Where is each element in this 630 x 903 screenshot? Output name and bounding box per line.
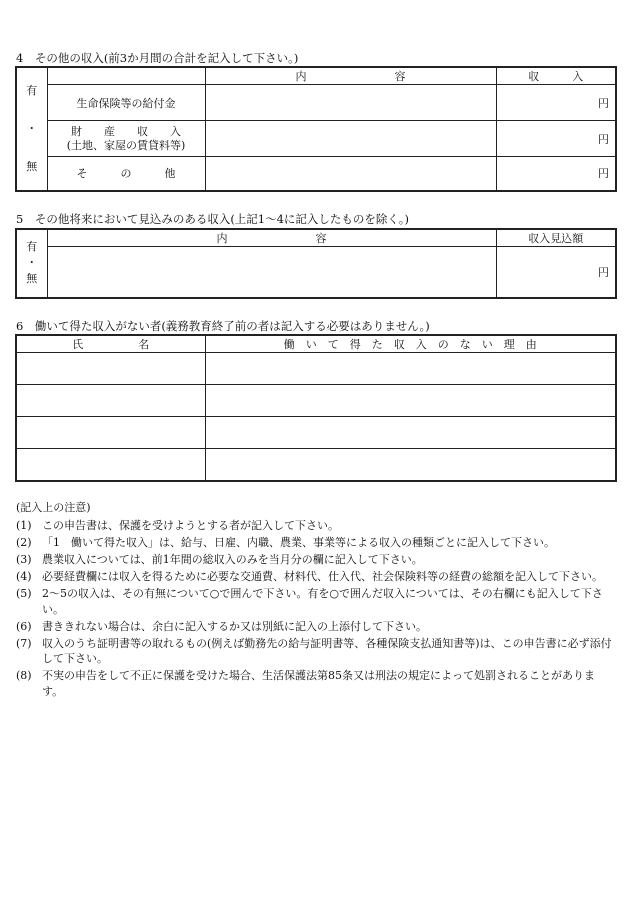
note-text: 2〜5の収入は、その有無について○で囲んで下さい。有を○で囲んだ収入については、その右欄にも記入して下さい。	[42, 586, 603, 616]
note-number: (8)	[16, 669, 32, 683]
name-cell[interactable]	[16, 449, 205, 481]
section6-title: 6 働いて得た収入がない者(義務教育終了前の者は記入する必要はありません。)	[16, 319, 430, 333]
note-text: 農業収入については、前1年間の総収入のみを当月分の欄に記入して下さい。	[42, 552, 423, 566]
content-cell[interactable]	[205, 85, 496, 121]
yen-unit[interactable]: 円	[496, 247, 616, 298]
note-text: 書ききれない場合は、余白に記入するか又は別紙に記入の上添付して下さい。	[42, 619, 427, 633]
note-number: (1)	[16, 518, 32, 532]
reason-cell[interactable]	[205, 417, 616, 449]
section4-yes-no[interactable]	[16, 67, 47, 191]
section5-title: 5 その他将来において見込みのある収入(上記1〜4に記入したものを除く。)	[16, 212, 409, 226]
content-cell[interactable]	[205, 121, 496, 157]
section4-title: 4 その他の収入(前3か月間の合計を記入して下さい。)	[16, 51, 299, 65]
note-number: (5)	[16, 586, 32, 600]
name-cell[interactable]	[16, 385, 205, 417]
section5-table	[15, 228, 617, 299]
property-label: 財 産 収 入	[71, 124, 181, 138]
reason-cell[interactable]	[205, 449, 616, 481]
col-name-header: 氏 名	[16, 335, 205, 353]
note-number: (3)	[16, 552, 32, 566]
note-number: (6)	[16, 619, 32, 633]
col-content-header: 内 容	[205, 67, 496, 85]
yen-unit[interactable]: 円	[496, 85, 616, 121]
note-item	[16, 586, 616, 618]
reason-cell[interactable]	[205, 353, 616, 385]
col-income-header: 収入見込額	[496, 229, 616, 247]
row-label-insurance: 生命保険等の給付金	[47, 85, 205, 121]
note-text: 「1 働いて得た収入」は、給与、日雇、内職、農業、事業等による収入の種類ごとに記入して下さい。	[42, 535, 555, 549]
col-content-header: 内 容	[47, 229, 496, 247]
content-cell[interactable]	[205, 157, 496, 191]
content-cell[interactable]	[47, 247, 496, 298]
note-text: 不実の申告をして不正に保護を受けた場合、生活保護法第85条又は刑法の規定によって処罰されることがあります。	[42, 669, 595, 699]
no-mark: 無	[26, 272, 38, 286]
col-income-header: 収 入	[496, 67, 616, 85]
row-label-other: そ の 他	[47, 157, 205, 191]
note-item	[16, 552, 616, 568]
section5-yes-no[interactable]	[16, 229, 47, 298]
reason-cell[interactable]	[205, 385, 616, 417]
row-label-property	[47, 121, 205, 157]
note-text: この申告書は、保護を受けようとする者が記入して下さい。	[42, 518, 339, 532]
note-item	[16, 569, 616, 585]
yes-mark: 有	[26, 83, 38, 97]
section6-table	[15, 334, 617, 482]
no-mark: 無	[26, 159, 38, 173]
note-text: 収入のうち証明書等の取れるもの(例えば勤務先の給与証明書等、各種保険支払通知書等)は、この申告書に必ず添付して下さい。	[42, 636, 612, 666]
dot-mark: ・	[26, 121, 38, 135]
note-number: (7)	[16, 636, 32, 650]
yes-mark: 有	[26, 240, 38, 254]
yen-unit[interactable]: 円	[496, 157, 616, 191]
yen-unit[interactable]: 円	[496, 121, 616, 157]
note-item	[16, 535, 616, 551]
notes-heading: (記入上の注意)	[16, 501, 91, 514]
name-cell[interactable]	[16, 417, 205, 449]
note-number: (4)	[16, 569, 32, 583]
name-cell[interactable]	[16, 353, 205, 385]
col-reason-header: 働 い て 得 た 収 入 の な い 理 由	[205, 335, 616, 353]
note-number: (2)	[16, 535, 32, 549]
note-item	[16, 636, 616, 668]
note-item	[16, 619, 616, 635]
dot-mark: ・	[26, 256, 38, 270]
section4-table	[15, 66, 617, 192]
note-item	[16, 668, 616, 700]
notes-section	[16, 500, 616, 701]
note-text: 必要経費欄には収入を得るために必要な交通費、材料代、仕入代、社会保険料等の経費の総額を記入して下さい。	[42, 569, 603, 583]
property-sublabel: (土地、家屋の賃貸料等)	[66, 138, 186, 152]
note-item	[16, 518, 616, 534]
